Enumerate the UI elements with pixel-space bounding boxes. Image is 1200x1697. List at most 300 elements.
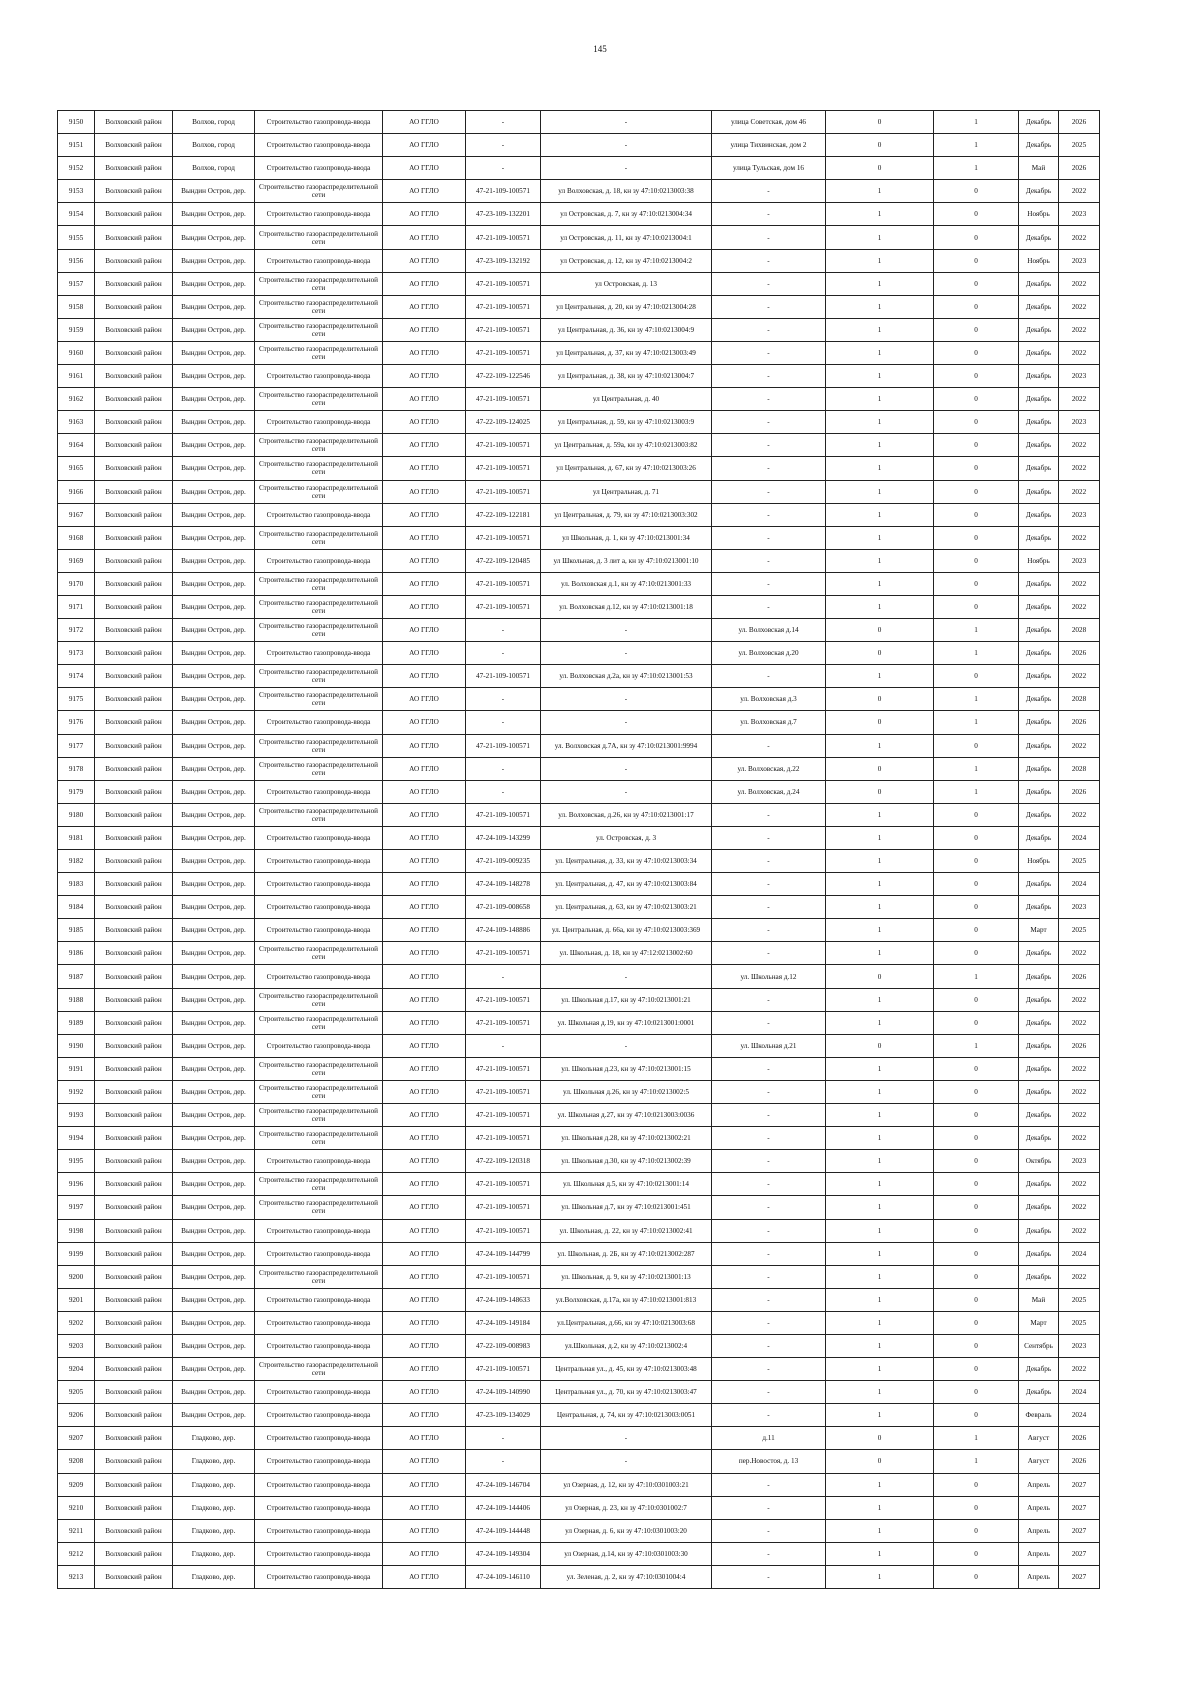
address-cadastral-cell: ул. Центральная, д. 47, кн зу 47:10:0213003:84 bbox=[541, 873, 712, 896]
count-b-cell: 0 bbox=[934, 734, 1019, 757]
table-row bbox=[58, 365, 1100, 388]
month-cell: Март bbox=[1019, 1311, 1059, 1334]
table-row bbox=[58, 1404, 1100, 1427]
settlement-cell: Вындин Остров, дер. bbox=[173, 711, 255, 734]
month-cell: Декабрь bbox=[1019, 896, 1059, 919]
contract-number-cell: 47-23-109-134029 bbox=[466, 1404, 541, 1427]
table-row bbox=[58, 1127, 1100, 1150]
organization-cell: АО ГГЛО bbox=[383, 757, 466, 780]
district-cell: Волховский район bbox=[95, 249, 173, 272]
work-type-cell: Строительство газопровода-ввода bbox=[255, 1219, 383, 1242]
year-cell: 2025 bbox=[1059, 850, 1100, 873]
contract-number-cell: - bbox=[466, 157, 541, 180]
settlement-cell: Гладково, дер. bbox=[173, 1519, 255, 1542]
address-cell: улица Тульская, дом 16 bbox=[712, 157, 826, 180]
table-row bbox=[58, 180, 1100, 203]
count-a-cell: 1 bbox=[826, 388, 934, 411]
month-cell: Март bbox=[1019, 919, 1059, 942]
table-row bbox=[58, 734, 1100, 757]
address-cadastral-cell: ул Центральная, д. 59а, кн зу 47:10:0213003:82 bbox=[541, 434, 712, 457]
contract-number-cell: - bbox=[466, 111, 541, 134]
district-cell: Волховский район bbox=[95, 1011, 173, 1034]
contract-number-cell: - bbox=[466, 711, 541, 734]
year-cell: 2022 bbox=[1059, 595, 1100, 618]
contract-number-cell: 47-21-109-100571 bbox=[466, 526, 541, 549]
organization-cell: АО ГГЛО bbox=[383, 619, 466, 642]
work-type-cell: Строительство газораспределительной сети bbox=[255, 1080, 383, 1103]
organization-cell: АО ГГЛО bbox=[383, 1404, 466, 1427]
month-cell: Декабрь bbox=[1019, 272, 1059, 295]
address-cadastral-cell: ул Центральная, д. 59, кн зу 47:10:0213003:9 bbox=[541, 411, 712, 434]
year-cell: 2022 bbox=[1059, 1173, 1100, 1196]
row-number-cell: 9173 bbox=[58, 642, 95, 665]
district-cell: Волховский район bbox=[95, 826, 173, 849]
count-b-cell: 0 bbox=[934, 1473, 1019, 1496]
address-cadastral-cell: - bbox=[541, 965, 712, 988]
contract-number-cell: 47-21-109-100571 bbox=[466, 388, 541, 411]
contract-number-cell: - bbox=[466, 1427, 541, 1450]
address-cell: ул. Волховская д.7 bbox=[712, 711, 826, 734]
district-cell: Волховский район bbox=[95, 503, 173, 526]
contract-number-cell: 47-24-109-149184 bbox=[466, 1311, 541, 1334]
month-cell: Август bbox=[1019, 1450, 1059, 1473]
contract-number-cell: 47-22-109-122546 bbox=[466, 365, 541, 388]
address-cadastral-cell: ул Островская, д. 7, кн зу 47:10:0213004:34 bbox=[541, 203, 712, 226]
count-b-cell: 0 bbox=[934, 1196, 1019, 1219]
settlement-cell: Вындин Остров, дер. bbox=[173, 873, 255, 896]
work-type-cell: Строительство газораспределительной сети bbox=[255, 1173, 383, 1196]
count-b-cell: 0 bbox=[934, 1288, 1019, 1311]
settlement-cell: Волхов, город bbox=[173, 111, 255, 134]
settlement-cell: Вындин Остров, дер. bbox=[173, 1311, 255, 1334]
work-type-cell: Строительство газораспределительной сети bbox=[255, 1196, 383, 1219]
month-cell: Декабрь bbox=[1019, 457, 1059, 480]
address-cadastral-cell: ул Центральная, д. 38, кн зу 47:10:0213004:7 bbox=[541, 365, 712, 388]
count-b-cell: 0 bbox=[934, 549, 1019, 572]
work-type-cell: Строительство газопровода-ввода bbox=[255, 642, 383, 665]
table-row bbox=[58, 826, 1100, 849]
count-a-cell: 1 bbox=[826, 503, 934, 526]
organization-cell: АО ГГЛО bbox=[383, 711, 466, 734]
settlement-cell: Вындин Остров, дер. bbox=[173, 1381, 255, 1404]
address-cadastral-cell: Центральная ул., д. 70, кн зу 47:10:0213003:47 bbox=[541, 1381, 712, 1404]
contract-number-cell: 47-21-109-100571 bbox=[466, 1173, 541, 1196]
work-type-cell: Строительство газопровода-ввода bbox=[255, 1242, 383, 1265]
settlement-cell: Вындин Остров, дер. bbox=[173, 688, 255, 711]
row-number-cell: 9166 bbox=[58, 480, 95, 503]
year-cell: 2023 bbox=[1059, 1334, 1100, 1357]
count-b-cell: 0 bbox=[934, 480, 1019, 503]
address-cell: - bbox=[712, 272, 826, 295]
table-row bbox=[58, 480, 1100, 503]
count-b-cell: 1 bbox=[934, 642, 1019, 665]
address-cell: - bbox=[712, 942, 826, 965]
month-cell: Август bbox=[1019, 1427, 1059, 1450]
row-number-cell: 9162 bbox=[58, 388, 95, 411]
row-number-cell: 9196 bbox=[58, 1173, 95, 1196]
contract-number-cell: 47-21-109-100571 bbox=[466, 1011, 541, 1034]
count-b-cell: 0 bbox=[934, 1496, 1019, 1519]
table-row bbox=[58, 1104, 1100, 1127]
organization-cell: АО ГГЛО bbox=[383, 965, 466, 988]
count-b-cell: 0 bbox=[934, 942, 1019, 965]
work-type-cell: Строительство газопровода-ввода bbox=[255, 1565, 383, 1588]
settlement-cell: Вындин Остров, дер. bbox=[173, 1219, 255, 1242]
work-type-cell: Строительство газораспределительной сети bbox=[255, 1265, 383, 1288]
organization-cell: АО ГГЛО bbox=[383, 919, 466, 942]
count-a-cell: 0 bbox=[826, 1450, 934, 1473]
year-cell: 2026 bbox=[1059, 711, 1100, 734]
count-b-cell: 0 bbox=[934, 1404, 1019, 1427]
month-cell: Декабрь bbox=[1019, 1080, 1059, 1103]
organization-cell: АО ГГЛО bbox=[383, 365, 466, 388]
organization-cell: АО ГГЛО bbox=[383, 1242, 466, 1265]
settlement-cell: Гладково, дер. bbox=[173, 1473, 255, 1496]
contract-number-cell: - bbox=[466, 134, 541, 157]
month-cell: Декабрь bbox=[1019, 595, 1059, 618]
count-a-cell: 1 bbox=[826, 1127, 934, 1150]
month-cell: Декабрь bbox=[1019, 1358, 1059, 1381]
row-number-cell: 9206 bbox=[58, 1404, 95, 1427]
table-row bbox=[58, 595, 1100, 618]
count-b-cell: 1 bbox=[934, 757, 1019, 780]
month-cell: Декабрь bbox=[1019, 480, 1059, 503]
settlement-cell: Вындин Остров, дер. bbox=[173, 1196, 255, 1219]
month-cell: Декабрь bbox=[1019, 1057, 1059, 1080]
month-cell: Декабрь bbox=[1019, 1104, 1059, 1127]
count-b-cell: 1 bbox=[934, 1034, 1019, 1057]
row-number-cell: 9186 bbox=[58, 942, 95, 965]
year-cell: 2022 bbox=[1059, 180, 1100, 203]
address-cell: ул. Волховская, д.24 bbox=[712, 780, 826, 803]
year-cell: 2023 bbox=[1059, 503, 1100, 526]
address-cell: ул. Волховская, д.22 bbox=[712, 757, 826, 780]
work-type-cell: Строительство газопровода-ввода bbox=[255, 826, 383, 849]
work-type-cell: Строительство газопровода-ввода bbox=[255, 1381, 383, 1404]
district-cell: Волховский район bbox=[95, 1427, 173, 1450]
work-type-cell: Строительство газораспределительной сети bbox=[255, 688, 383, 711]
settlement-cell: Вындин Остров, дер. bbox=[173, 757, 255, 780]
address-cell: - bbox=[712, 480, 826, 503]
table-row bbox=[58, 757, 1100, 780]
contract-number-cell: 47-21-109-100571 bbox=[466, 318, 541, 341]
address-cell: - bbox=[712, 549, 826, 572]
count-a-cell: 1 bbox=[826, 1242, 934, 1265]
district-cell: Волховский район bbox=[95, 619, 173, 642]
contract-number-cell: 47-22-109-120485 bbox=[466, 549, 541, 572]
address-cadastral-cell: ул Волховская, д. 18, кн зу 47:10:0213003:38 bbox=[541, 180, 712, 203]
address-cell: - bbox=[712, 850, 826, 873]
count-a-cell: 1 bbox=[826, 595, 934, 618]
count-b-cell: 0 bbox=[934, 850, 1019, 873]
contract-number-cell: 47-23-109-132201 bbox=[466, 203, 541, 226]
contract-number-cell: 47-21-109-100571 bbox=[466, 803, 541, 826]
count-a-cell: 1 bbox=[826, 411, 934, 434]
table-row bbox=[58, 457, 1100, 480]
table-row bbox=[58, 988, 1100, 1011]
count-b-cell: 0 bbox=[934, 1242, 1019, 1265]
district-cell: Волховский район bbox=[95, 896, 173, 919]
address-cadastral-cell: ул.Волховская, д.17а, кн зу 47:10:0213001:813 bbox=[541, 1288, 712, 1311]
month-cell: Декабрь bbox=[1019, 688, 1059, 711]
work-type-cell: Строительство газораспределительной сети bbox=[255, 341, 383, 364]
month-cell: Декабрь bbox=[1019, 665, 1059, 688]
organization-cell: АО ГГЛО bbox=[383, 850, 466, 873]
contract-number-cell: 47-24-109-144799 bbox=[466, 1242, 541, 1265]
count-b-cell: 0 bbox=[934, 665, 1019, 688]
table-row bbox=[58, 1150, 1100, 1173]
month-cell: Февраль bbox=[1019, 1404, 1059, 1427]
address-cell: - bbox=[712, 388, 826, 411]
address-cell: - bbox=[712, 249, 826, 272]
district-cell: Волховский район bbox=[95, 1542, 173, 1565]
work-type-cell: Строительство газораспределительной сети bbox=[255, 318, 383, 341]
work-type-cell: Строительство газораспределительной сети bbox=[255, 457, 383, 480]
district-cell: Волховский район bbox=[95, 111, 173, 134]
month-cell: Апрель bbox=[1019, 1542, 1059, 1565]
row-number-cell: 9199 bbox=[58, 1242, 95, 1265]
work-type-cell: Строительство газопровода-ввода bbox=[255, 896, 383, 919]
organization-cell: АО ГГЛО bbox=[383, 1265, 466, 1288]
settlement-cell: Вындин Остров, дер. bbox=[173, 919, 255, 942]
row-number-cell: 9188 bbox=[58, 988, 95, 1011]
count-b-cell: 1 bbox=[934, 965, 1019, 988]
contract-number-cell: 47-21-109-100571 bbox=[466, 180, 541, 203]
contract-number-cell: - bbox=[466, 642, 541, 665]
month-cell: Декабрь bbox=[1019, 180, 1059, 203]
settlement-cell: Вындин Остров, дер. bbox=[173, 434, 255, 457]
contract-number-cell: 47-21-109-100571 bbox=[466, 480, 541, 503]
organization-cell: АО ГГЛО bbox=[383, 434, 466, 457]
count-b-cell: 1 bbox=[934, 780, 1019, 803]
count-a-cell: 0 bbox=[826, 619, 934, 642]
contract-number-cell: 47-24-109-144406 bbox=[466, 1496, 541, 1519]
district-cell: Волховский район bbox=[95, 1150, 173, 1173]
organization-cell: АО ГГЛО bbox=[383, 1427, 466, 1450]
work-type-cell: Строительство газораспределительной сети bbox=[255, 942, 383, 965]
work-type-cell: Строительство газопровода-ввода bbox=[255, 1496, 383, 1519]
table-row bbox=[58, 1173, 1100, 1196]
organization-cell: АО ГГЛО bbox=[383, 134, 466, 157]
month-cell: Апрель bbox=[1019, 1473, 1059, 1496]
address-cadastral-cell: ул. Школьная д.5, кн зу 47:10:0213001:14 bbox=[541, 1173, 712, 1196]
year-cell: 2026 bbox=[1059, 1034, 1100, 1057]
address-cadastral-cell: ул Школьная, д. 3 лит а, кн зу 47:10:0213001:10 bbox=[541, 549, 712, 572]
address-cadastral-cell: ул. Школьная д.27, кн зу 47:10:0213003:0036 bbox=[541, 1104, 712, 1127]
contract-number-cell: 47-21-109-100571 bbox=[466, 1196, 541, 1219]
year-cell: 2022 bbox=[1059, 457, 1100, 480]
year-cell: 2027 bbox=[1059, 1473, 1100, 1496]
settlement-cell: Вындин Остров, дер. bbox=[173, 965, 255, 988]
count-a-cell: 0 bbox=[826, 757, 934, 780]
district-cell: Волховский район bbox=[95, 203, 173, 226]
row-number-cell: 9179 bbox=[58, 780, 95, 803]
year-cell: 2027 bbox=[1059, 1519, 1100, 1542]
organization-cell: АО ГГЛО bbox=[383, 111, 466, 134]
count-a-cell: 1 bbox=[826, 919, 934, 942]
count-a-cell: 1 bbox=[826, 1311, 934, 1334]
address-cadastral-cell: - bbox=[541, 1427, 712, 1450]
district-cell: Волховский район bbox=[95, 1288, 173, 1311]
district-cell: Волховский район bbox=[95, 572, 173, 595]
work-type-cell: Строительство газопровода-ввода bbox=[255, 1473, 383, 1496]
count-b-cell: 0 bbox=[934, 226, 1019, 249]
settlement-cell: Вындин Остров, дер. bbox=[173, 249, 255, 272]
address-cell: улица Советская, дом 46 bbox=[712, 111, 826, 134]
address-cadastral-cell: - bbox=[541, 757, 712, 780]
settlement-cell: Вындин Остров, дер. bbox=[173, 1242, 255, 1265]
table-row bbox=[58, 803, 1100, 826]
month-cell: Декабрь bbox=[1019, 965, 1059, 988]
organization-cell: АО ГГЛО bbox=[383, 642, 466, 665]
settlement-cell: Вындин Остров, дер. bbox=[173, 272, 255, 295]
address-cadastral-cell: ул Центральная, д. 36, кн зу 47:10:0213004:9 bbox=[541, 318, 712, 341]
address-cell: - bbox=[712, 1334, 826, 1357]
year-cell: 2022 bbox=[1059, 1358, 1100, 1381]
address-cadastral-cell: ул Центральная, д. 79, кн зу 47:10:0213003:302 bbox=[541, 503, 712, 526]
address-cadastral-cell: - bbox=[541, 619, 712, 642]
row-number-cell: 9151 bbox=[58, 134, 95, 157]
address-cell: ул. Школьная д.12 bbox=[712, 965, 826, 988]
district-cell: Волховский район bbox=[95, 1219, 173, 1242]
settlement-cell: Вындин Остров, дер. bbox=[173, 803, 255, 826]
year-cell: 2024 bbox=[1059, 1381, 1100, 1404]
organization-cell: АО ГГЛО bbox=[383, 388, 466, 411]
settlement-cell: Вындин Остров, дер. bbox=[173, 203, 255, 226]
address-cadastral-cell: ул Центральная, д. 71 bbox=[541, 480, 712, 503]
settlement-cell: Вындин Остров, дер. bbox=[173, 642, 255, 665]
count-a-cell: 0 bbox=[826, 1034, 934, 1057]
work-type-cell: Строительство газораспределительной сети bbox=[255, 1011, 383, 1034]
settlement-cell: Вындин Остров, дер. bbox=[173, 365, 255, 388]
address-cadastral-cell: ул. Школьная, д. 22, кн зу 47:10:0213002:41 bbox=[541, 1219, 712, 1242]
year-cell: 2022 bbox=[1059, 434, 1100, 457]
year-cell: 2025 bbox=[1059, 134, 1100, 157]
contract-number-cell: 47-24-109-148633 bbox=[466, 1288, 541, 1311]
organization-cell: АО ГГЛО bbox=[383, 826, 466, 849]
settlement-cell: Вындин Остров, дер. bbox=[173, 180, 255, 203]
address-cadastral-cell: - bbox=[541, 134, 712, 157]
row-number-cell: 9163 bbox=[58, 411, 95, 434]
count-a-cell: 1 bbox=[826, 526, 934, 549]
month-cell: Декабрь bbox=[1019, 988, 1059, 1011]
address-cadastral-cell: ул Островская, д. 12, кн зу 47:10:0213004:2 bbox=[541, 249, 712, 272]
organization-cell: АО ГГЛО bbox=[383, 411, 466, 434]
month-cell: Декабрь bbox=[1019, 318, 1059, 341]
contract-number-cell: 47-24-109-149304 bbox=[466, 1542, 541, 1565]
count-b-cell: 0 bbox=[934, 1358, 1019, 1381]
work-type-cell: Строительство газораспределительной сети bbox=[255, 595, 383, 618]
work-type-cell: Строительство газопровода-ввода bbox=[255, 1450, 383, 1473]
table-row bbox=[58, 226, 1100, 249]
table-row bbox=[58, 111, 1100, 134]
count-a-cell: 1 bbox=[826, 1057, 934, 1080]
work-type-cell: Строительство газораспределительной сети bbox=[255, 988, 383, 1011]
work-type-cell: Строительство газопровода-ввода bbox=[255, 1034, 383, 1057]
month-cell: Декабрь bbox=[1019, 1381, 1059, 1404]
table-row bbox=[58, 1542, 1100, 1565]
district-cell: Волховский район bbox=[95, 365, 173, 388]
table-row bbox=[58, 711, 1100, 734]
work-type-cell: Строительство газопровода-ввода bbox=[255, 919, 383, 942]
district-cell: Волховский район bbox=[95, 873, 173, 896]
district-cell: Волховский район bbox=[95, 1057, 173, 1080]
organization-cell: АО ГГЛО bbox=[383, 203, 466, 226]
work-type-cell: Строительство газораспределительной сети bbox=[255, 665, 383, 688]
year-cell: 2022 bbox=[1059, 665, 1100, 688]
contract-number-cell: 47-21-109-100571 bbox=[466, 988, 541, 1011]
count-a-cell: 1 bbox=[826, 1404, 934, 1427]
settlement-cell: Вындин Остров, дер. bbox=[173, 457, 255, 480]
organization-cell: АО ГГЛО bbox=[383, 896, 466, 919]
year-cell: 2026 bbox=[1059, 780, 1100, 803]
address-cell: - bbox=[712, 1404, 826, 1427]
settlement-cell: Вындин Остров, дер. bbox=[173, 411, 255, 434]
settlement-cell: Гладково, дер. bbox=[173, 1565, 255, 1588]
district-cell: Волховский район bbox=[95, 272, 173, 295]
address-cadastral-cell: Центральная, д. 74, кн зу 47:10:0213003:0051 bbox=[541, 1404, 712, 1427]
address-cell: ул. Школьная д.21 bbox=[712, 1034, 826, 1057]
month-cell: Ноябрь bbox=[1019, 249, 1059, 272]
count-a-cell: 0 bbox=[826, 780, 934, 803]
contract-number-cell: - bbox=[466, 965, 541, 988]
month-cell: Декабрь bbox=[1019, 226, 1059, 249]
address-cell: - bbox=[712, 226, 826, 249]
count-a-cell: 0 bbox=[826, 111, 934, 134]
address-cadastral-cell: ул. Волховская д.2а, кн зу 47:10:0213001:53 bbox=[541, 665, 712, 688]
address-cadastral-cell: ул. Школьная д.30, кн зу 47:10:0213002:39 bbox=[541, 1150, 712, 1173]
count-a-cell: 0 bbox=[826, 134, 934, 157]
table-row bbox=[58, 411, 1100, 434]
row-number-cell: 9191 bbox=[58, 1057, 95, 1080]
year-cell: 2028 bbox=[1059, 619, 1100, 642]
district-cell: Волховский район bbox=[95, 780, 173, 803]
contract-number-cell: 47-21-109-100571 bbox=[466, 1265, 541, 1288]
count-a-cell: 1 bbox=[826, 803, 934, 826]
table-row bbox=[58, 850, 1100, 873]
table-row bbox=[58, 434, 1100, 457]
address-cadastral-cell: - bbox=[541, 688, 712, 711]
settlement-cell: Вындин Остров, дер. bbox=[173, 1011, 255, 1034]
month-cell: Декабрь bbox=[1019, 572, 1059, 595]
address-cell: - bbox=[712, 318, 826, 341]
settlement-cell: Вындин Остров, дер. bbox=[173, 1173, 255, 1196]
settlement-cell: Вындин Остров, дер. bbox=[173, 1127, 255, 1150]
contract-number-cell: 47-21-109-100571 bbox=[466, 1104, 541, 1127]
work-type-cell: Строительство газораспределительной сети bbox=[255, 734, 383, 757]
organization-cell: АО ГГЛО bbox=[383, 1057, 466, 1080]
address-cell: - bbox=[712, 1219, 826, 1242]
row-number-cell: 9194 bbox=[58, 1127, 95, 1150]
count-a-cell: 0 bbox=[826, 642, 934, 665]
organization-cell: АО ГГЛО bbox=[383, 803, 466, 826]
row-number-cell: 9183 bbox=[58, 873, 95, 896]
count-b-cell: 1 bbox=[934, 711, 1019, 734]
month-cell: Декабрь bbox=[1019, 1034, 1059, 1057]
year-cell: 2027 bbox=[1059, 1565, 1100, 1588]
address-cell: - bbox=[712, 526, 826, 549]
work-type-cell: Строительство газораспределительной сети bbox=[255, 619, 383, 642]
settlement-cell: Вындин Остров, дер. bbox=[173, 295, 255, 318]
settlement-cell: Вындин Остров, дер. bbox=[173, 480, 255, 503]
table-row bbox=[58, 1080, 1100, 1103]
address-cadastral-cell: ул. Школьная, д. 18, кн зу 47:12:0213002:60 bbox=[541, 942, 712, 965]
table-row bbox=[58, 942, 1100, 965]
work-type-cell: Строительство газораспределительной сети bbox=[255, 1358, 383, 1381]
month-cell: Апрель bbox=[1019, 1496, 1059, 1519]
district-cell: Волховский район bbox=[95, 226, 173, 249]
count-a-cell: 0 bbox=[826, 688, 934, 711]
